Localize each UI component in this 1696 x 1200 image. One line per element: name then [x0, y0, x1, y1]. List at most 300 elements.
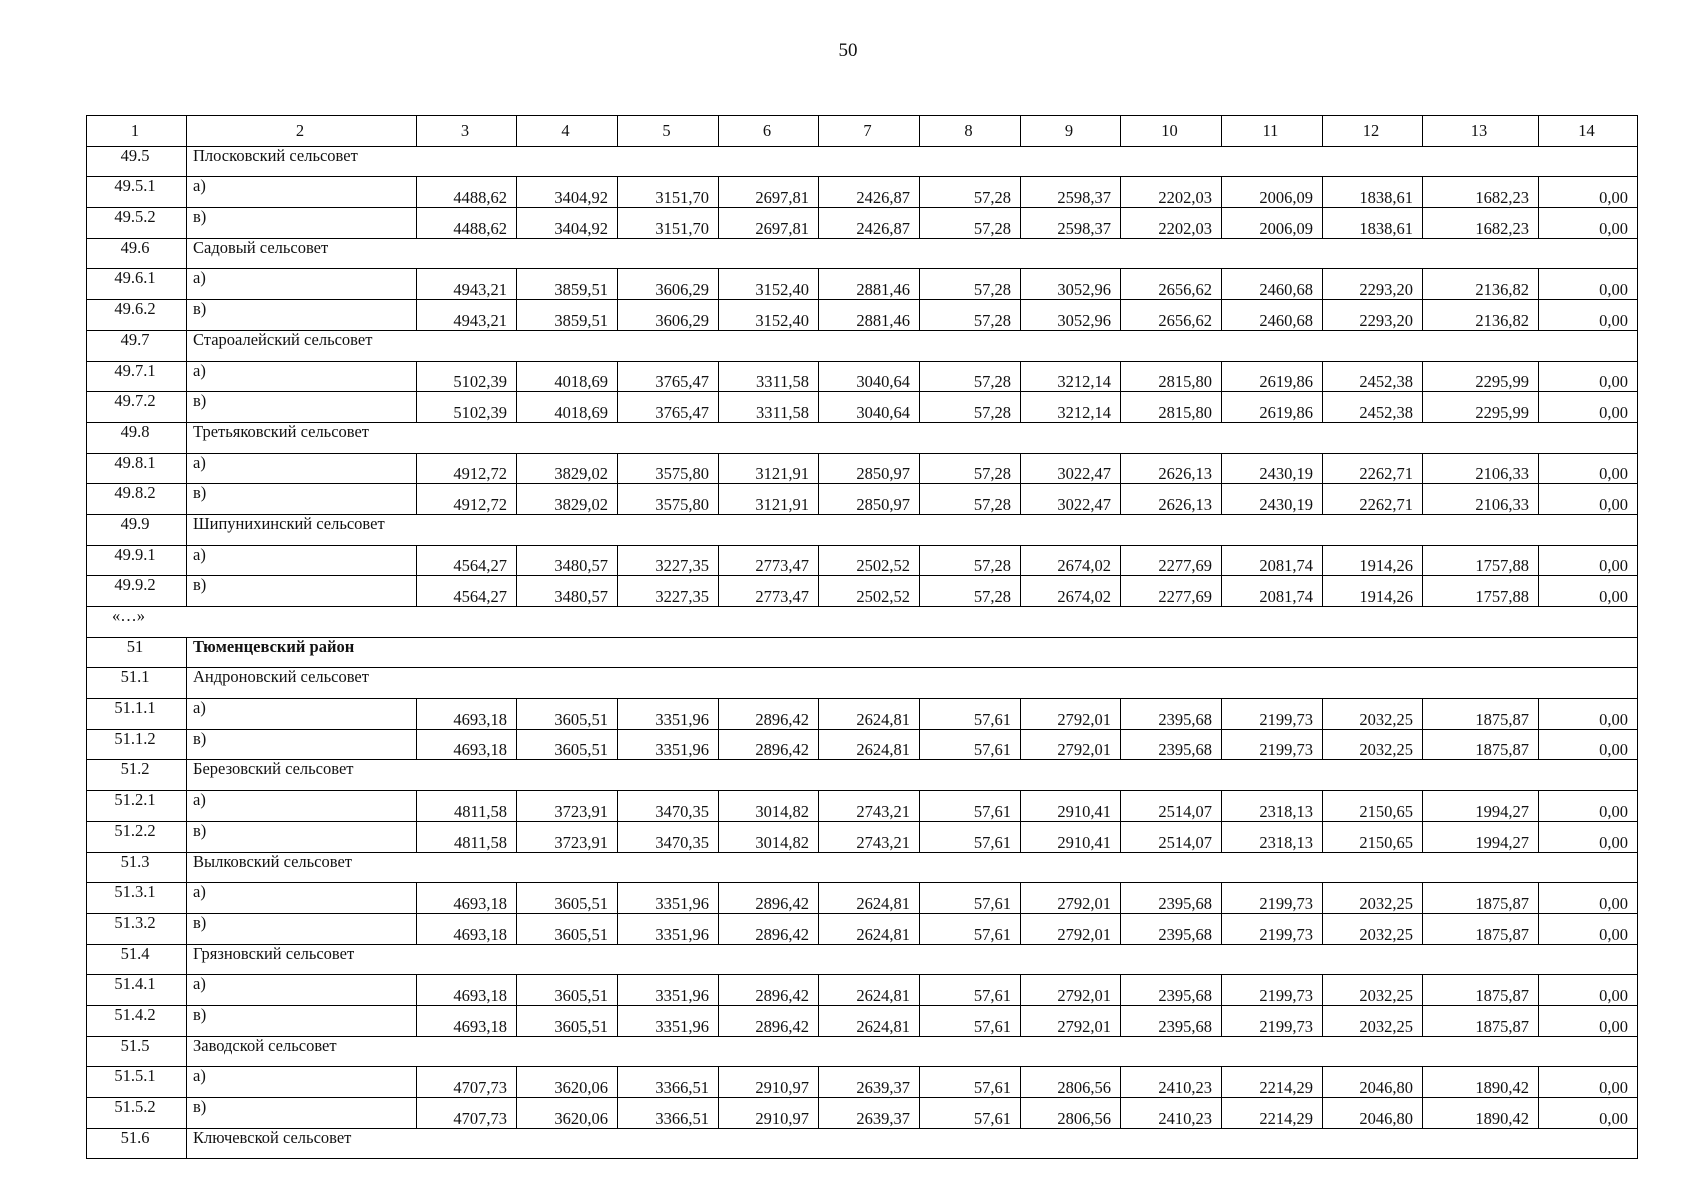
cell-value: 3480,57	[517, 545, 618, 576]
cell-value: 0,00	[1539, 300, 1638, 331]
cell-value: 57,61	[920, 883, 1021, 914]
cell-value: 4564,27	[417, 545, 517, 576]
cell-value: 4693,18	[417, 729, 517, 760]
cell-value: 2639,37	[819, 1098, 920, 1129]
cell-value: 0,00	[1539, 1067, 1638, 1098]
section-row	[87, 852, 1638, 883]
row-code: 49.5	[87, 146, 187, 177]
cell-value: 4811,58	[417, 821, 517, 852]
row-code: 49.9.1	[87, 545, 187, 576]
table-row	[87, 821, 1638, 852]
cell-value: 3605,51	[517, 729, 618, 760]
cell-value: 2881,46	[819, 300, 920, 331]
cell-value: 2697,81	[719, 208, 819, 239]
cell-value: 3605,51	[517, 975, 618, 1006]
cell-value: 2639,37	[819, 1067, 920, 1098]
cell-value: 2792,01	[1021, 1005, 1121, 1036]
cell-value: 2199,73	[1222, 975, 1323, 1006]
cell-value: 2850,97	[819, 484, 920, 515]
cell-value: 4564,27	[417, 576, 517, 607]
row-label: в)	[187, 1098, 417, 1129]
cell-value: 3366,51	[618, 1098, 719, 1129]
cell-value: 3480,57	[517, 576, 618, 607]
cell-value: 0,00	[1539, 883, 1638, 914]
row-code: 51.5.2	[87, 1098, 187, 1129]
column-header: 8	[920, 116, 1021, 147]
cell-value: 2896,42	[719, 975, 819, 1006]
cell-value: 2792,01	[1021, 729, 1121, 760]
page-number: 50	[838, 40, 858, 61]
cell-value: 2202,03	[1121, 208, 1222, 239]
row-code: 51.3	[87, 852, 187, 883]
cell-value: 3022,47	[1021, 453, 1121, 484]
cell-value: 2199,73	[1222, 883, 1323, 914]
cell-value: 2150,65	[1323, 821, 1423, 852]
cell-value: 4707,73	[417, 1098, 517, 1129]
cell-value: 2106,33	[1423, 453, 1539, 484]
cell-value: 5102,39	[417, 361, 517, 392]
row-code: 51	[87, 637, 187, 668]
tariff-table	[86, 115, 1638, 1159]
row-code: 49.7.2	[87, 392, 187, 423]
cell-value: 4693,18	[417, 1005, 517, 1036]
cell-value: 2136,82	[1423, 269, 1539, 300]
cell-value: 3605,51	[517, 699, 618, 730]
column-header: 4	[517, 116, 618, 147]
cell-value: 4693,18	[417, 699, 517, 730]
cell-value: 2426,87	[819, 177, 920, 208]
cell-value: 0,00	[1539, 821, 1638, 852]
cell-value: 2619,86	[1222, 392, 1323, 423]
cell-value: 2896,42	[719, 883, 819, 914]
cell-value: 2815,80	[1121, 392, 1222, 423]
cell-value: 1994,27	[1423, 791, 1539, 822]
cell-value: 57,28	[920, 300, 1021, 331]
cell-value: 1890,42	[1423, 1098, 1539, 1129]
row-code: 51.5	[87, 1036, 187, 1067]
cell-value: 2773,47	[719, 576, 819, 607]
section-title: Березовский сельсовет	[187, 760, 1638, 791]
table-row	[87, 1098, 1638, 1129]
cell-value: 3121,91	[719, 453, 819, 484]
cell-value: 2626,13	[1121, 484, 1222, 515]
cell-value: 2656,62	[1121, 269, 1222, 300]
cell-value: 57,28	[920, 576, 1021, 607]
cell-value: 2199,73	[1222, 699, 1323, 730]
cell-value: 3212,14	[1021, 361, 1121, 392]
cell-value: 4693,18	[417, 975, 517, 1006]
section-title: Заводской сельсовет	[187, 1036, 1638, 1067]
row-label: в)	[187, 1005, 417, 1036]
cell-value: 4693,18	[417, 883, 517, 914]
header-row	[87, 116, 1638, 147]
section-title: Тюменцевский район	[187, 637, 1638, 668]
section-row	[87, 944, 1638, 975]
cell-value: 3351,96	[618, 1005, 719, 1036]
row-code: 51.4.2	[87, 1005, 187, 1036]
cell-value: 3404,92	[517, 177, 618, 208]
row-code: 49.9.2	[87, 576, 187, 607]
cell-value: 3605,51	[517, 913, 618, 944]
section-row	[87, 330, 1638, 361]
table-row	[87, 208, 1638, 239]
cell-value: 1994,27	[1423, 821, 1539, 852]
cell-value: 2150,65	[1323, 791, 1423, 822]
cell-value: 2006,09	[1222, 208, 1323, 239]
cell-value: 2806,56	[1021, 1067, 1121, 1098]
cell-value: 2656,62	[1121, 300, 1222, 331]
cell-value: 3606,29	[618, 269, 719, 300]
cell-value: 2598,37	[1021, 208, 1121, 239]
cell-value: 3227,35	[618, 576, 719, 607]
cell-value: 2430,19	[1222, 453, 1323, 484]
table-row	[87, 545, 1638, 576]
row-label: а)	[187, 883, 417, 914]
cell-value: 3152,40	[719, 300, 819, 331]
cell-value: 3022,47	[1021, 484, 1121, 515]
cell-value: 2293,20	[1323, 269, 1423, 300]
cell-value: 2792,01	[1021, 699, 1121, 730]
cell-value: 5102,39	[417, 392, 517, 423]
cell-value: 2032,25	[1323, 699, 1423, 730]
row-code: 51.1.2	[87, 729, 187, 760]
cell-value: 57,28	[920, 484, 1021, 515]
cell-value: 2136,82	[1423, 300, 1539, 331]
cell-value: 2514,07	[1121, 821, 1222, 852]
cell-value: 1757,88	[1423, 576, 1539, 607]
section-title: Вылковский сельсовет	[187, 852, 1638, 883]
cell-value: 3620,06	[517, 1098, 618, 1129]
table-row	[87, 269, 1638, 300]
cell-value: 2426,87	[819, 208, 920, 239]
cell-value: 3152,40	[719, 269, 819, 300]
cell-value: 57,61	[920, 1067, 1021, 1098]
cell-value: 3765,47	[618, 392, 719, 423]
cell-value: 2199,73	[1222, 729, 1323, 760]
cell-value: 2624,81	[819, 883, 920, 914]
cell-value: 57,61	[920, 913, 1021, 944]
row-code: 49.8	[87, 422, 187, 453]
cell-value: 57,61	[920, 729, 1021, 760]
cell-value: 1682,23	[1423, 177, 1539, 208]
cell-value: 0,00	[1539, 208, 1638, 239]
cell-value: 3575,80	[618, 453, 719, 484]
row-label: а)	[187, 453, 417, 484]
cell-value: 1875,87	[1423, 913, 1539, 944]
cell-value: 2460,68	[1222, 269, 1323, 300]
cell-value: 3151,70	[618, 177, 719, 208]
ellipsis-row	[87, 607, 1638, 638]
row-label: в)	[187, 300, 417, 331]
cell-value: 1875,87	[1423, 729, 1539, 760]
cell-value: 0,00	[1539, 791, 1638, 822]
cell-value: 2502,52	[819, 545, 920, 576]
cell-value: 2896,42	[719, 729, 819, 760]
cell-value: 3311,58	[719, 361, 819, 392]
row-label: а)	[187, 361, 417, 392]
table-row	[87, 300, 1638, 331]
cell-value: 2410,23	[1121, 1098, 1222, 1129]
cell-value: 3470,35	[618, 821, 719, 852]
cell-value: 0,00	[1539, 361, 1638, 392]
cell-value: 2743,21	[819, 791, 920, 822]
cell-value: 0,00	[1539, 545, 1638, 576]
cell-value: 57,28	[920, 361, 1021, 392]
table-row	[87, 392, 1638, 423]
row-label: а)	[187, 1067, 417, 1098]
table-row	[87, 1005, 1638, 1036]
section-row	[87, 514, 1638, 545]
column-header: 11	[1222, 116, 1323, 147]
row-code: 49.6	[87, 238, 187, 269]
column-header: 10	[1121, 116, 1222, 147]
row-code: 51.6	[87, 1128, 187, 1159]
cell-value: 2295,99	[1423, 392, 1539, 423]
section-row	[87, 760, 1638, 791]
cell-value: 2032,25	[1323, 913, 1423, 944]
cell-value: 2032,25	[1323, 729, 1423, 760]
cell-value: 3404,92	[517, 208, 618, 239]
cell-value: 2318,13	[1222, 821, 1323, 852]
row-code: 49.9	[87, 514, 187, 545]
cell-value: 2624,81	[819, 1005, 920, 1036]
cell-value: 57,61	[920, 975, 1021, 1006]
cell-value: 2395,68	[1121, 1005, 1222, 1036]
cell-value: 2896,42	[719, 1005, 819, 1036]
section-title: Староалейский сельсовет	[187, 330, 1638, 361]
ellipsis-text: «…»	[87, 607, 1638, 638]
column-header: 3	[417, 116, 517, 147]
cell-value: 2318,13	[1222, 791, 1323, 822]
section-row	[87, 668, 1638, 699]
cell-value: 2910,41	[1021, 791, 1121, 822]
row-label: в)	[187, 821, 417, 852]
table-body	[87, 146, 1638, 1159]
cell-value: 57,28	[920, 269, 1021, 300]
table-row	[87, 883, 1638, 914]
section-row	[87, 146, 1638, 177]
cell-value: 57,61	[920, 1005, 1021, 1036]
cell-value: 3859,51	[517, 300, 618, 331]
cell-value: 2624,81	[819, 913, 920, 944]
section-title: Грязновский сельсовет	[187, 944, 1638, 975]
cell-value: 2674,02	[1021, 576, 1121, 607]
row-code: 49.7	[87, 330, 187, 361]
cell-value: 1682,23	[1423, 208, 1539, 239]
cell-value: 57,28	[920, 392, 1021, 423]
table-row	[87, 453, 1638, 484]
cell-value: 3227,35	[618, 545, 719, 576]
cell-value: 2773,47	[719, 545, 819, 576]
row-code: 51.2.1	[87, 791, 187, 822]
cell-value: 1757,88	[1423, 545, 1539, 576]
cell-value: 3040,64	[819, 361, 920, 392]
column-header: 7	[819, 116, 920, 147]
row-code: 51.1	[87, 668, 187, 699]
row-label: в)	[187, 484, 417, 515]
cell-value: 2081,74	[1222, 545, 1323, 576]
cell-value: 3040,64	[819, 392, 920, 423]
column-header: 5	[618, 116, 719, 147]
cell-value: 2430,19	[1222, 484, 1323, 515]
cell-value: 57,28	[920, 545, 1021, 576]
cell-value: 4488,62	[417, 177, 517, 208]
cell-value: 4707,73	[417, 1067, 517, 1098]
cell-value: 2619,86	[1222, 361, 1323, 392]
cell-value: 2214,29	[1222, 1067, 1323, 1098]
cell-value: 0,00	[1539, 269, 1638, 300]
row-code: 49.7.1	[87, 361, 187, 392]
row-label: а)	[187, 545, 417, 576]
cell-value: 2395,68	[1121, 699, 1222, 730]
section-title: Ключевской сельсовет	[187, 1128, 1638, 1159]
cell-value: 3351,96	[618, 699, 719, 730]
cell-value: 2452,38	[1323, 392, 1423, 423]
section-row	[87, 637, 1638, 668]
cell-value: 2792,01	[1021, 975, 1121, 1006]
cell-value: 3366,51	[618, 1067, 719, 1098]
cell-value: 2896,42	[719, 913, 819, 944]
cell-value: 4018,69	[517, 392, 618, 423]
cell-value: 0,00	[1539, 1005, 1638, 1036]
cell-value: 2277,69	[1121, 576, 1222, 607]
cell-value: 3829,02	[517, 484, 618, 515]
cell-value: 2262,71	[1323, 484, 1423, 515]
cell-value: 4943,21	[417, 300, 517, 331]
cell-value: 4018,69	[517, 361, 618, 392]
cell-value: 1914,26	[1323, 576, 1423, 607]
cell-value: 4912,72	[417, 484, 517, 515]
cell-value: 1875,87	[1423, 699, 1539, 730]
cell-value: 0,00	[1539, 453, 1638, 484]
cell-value: 2910,97	[719, 1098, 819, 1129]
cell-value: 0,00	[1539, 392, 1638, 423]
row-code: 51.2.2	[87, 821, 187, 852]
cell-value: 2806,56	[1021, 1098, 1121, 1129]
cell-value: 1875,87	[1423, 975, 1539, 1006]
cell-value: 3351,96	[618, 913, 719, 944]
row-code: 49.5.1	[87, 177, 187, 208]
row-label: а)	[187, 791, 417, 822]
row-code: 51.5.1	[87, 1067, 187, 1098]
cell-value: 2410,23	[1121, 1067, 1222, 1098]
cell-value: 57,61	[920, 821, 1021, 852]
cell-value: 3052,96	[1021, 300, 1121, 331]
row-label: а)	[187, 269, 417, 300]
section-title: Андроновский сельсовет	[187, 668, 1638, 699]
row-code: 51.3.1	[87, 883, 187, 914]
row-code: 51.4.1	[87, 975, 187, 1006]
row-code: 49.6.2	[87, 300, 187, 331]
cell-value: 2199,73	[1222, 913, 1323, 944]
table-row	[87, 699, 1638, 730]
cell-value: 0,00	[1539, 729, 1638, 760]
cell-value: 3351,96	[618, 883, 719, 914]
cell-value: 3723,91	[517, 791, 618, 822]
cell-value: 2502,52	[819, 576, 920, 607]
cell-value: 2850,97	[819, 453, 920, 484]
section-row	[87, 422, 1638, 453]
row-code: 51.2	[87, 760, 187, 791]
cell-value: 4943,21	[417, 269, 517, 300]
cell-value: 3151,70	[618, 208, 719, 239]
cell-value: 2896,42	[719, 699, 819, 730]
cell-value: 2792,01	[1021, 883, 1121, 914]
cell-value: 3620,06	[517, 1067, 618, 1098]
cell-value: 1875,87	[1423, 1005, 1539, 1036]
section-title: Садовый сельсовет	[187, 238, 1638, 269]
cell-value: 2460,68	[1222, 300, 1323, 331]
cell-value: 1914,26	[1323, 545, 1423, 576]
cell-value: 2881,46	[819, 269, 920, 300]
cell-value: 2006,09	[1222, 177, 1323, 208]
cell-value: 2815,80	[1121, 361, 1222, 392]
table-row	[87, 1067, 1638, 1098]
cell-value: 2624,81	[819, 975, 920, 1006]
cell-value: 0,00	[1539, 1098, 1638, 1129]
cell-value: 0,00	[1539, 913, 1638, 944]
cell-value: 3765,47	[618, 361, 719, 392]
cell-value: 3014,82	[719, 821, 819, 852]
cell-value: 2792,01	[1021, 913, 1121, 944]
column-header: 2	[187, 116, 417, 147]
cell-value: 3351,96	[618, 975, 719, 1006]
column-header: 9	[1021, 116, 1121, 147]
cell-value: 2106,33	[1423, 484, 1539, 515]
row-label: в)	[187, 913, 417, 944]
row-label: а)	[187, 177, 417, 208]
section-row	[87, 1036, 1638, 1067]
cell-value: 3014,82	[719, 791, 819, 822]
cell-value: 2214,29	[1222, 1098, 1323, 1129]
cell-value: 2910,41	[1021, 821, 1121, 852]
cell-value: 2032,25	[1323, 883, 1423, 914]
cell-value: 0,00	[1539, 699, 1638, 730]
cell-value: 3121,91	[719, 484, 819, 515]
table-row	[87, 791, 1638, 822]
cell-value: 3606,29	[618, 300, 719, 331]
cell-value: 2277,69	[1121, 545, 1222, 576]
column-header: 6	[719, 116, 819, 147]
cell-value: 2910,97	[719, 1067, 819, 1098]
table-row	[87, 484, 1638, 515]
cell-value: 3470,35	[618, 791, 719, 822]
row-code: 51.1.1	[87, 699, 187, 730]
table-row	[87, 361, 1638, 392]
cell-value: 4488,62	[417, 208, 517, 239]
cell-value: 2081,74	[1222, 576, 1323, 607]
cell-value: 3605,51	[517, 1005, 618, 1036]
row-code: 49.6.1	[87, 269, 187, 300]
cell-value: 2395,68	[1121, 883, 1222, 914]
column-header: 14	[1539, 116, 1638, 147]
cell-value: 4693,18	[417, 913, 517, 944]
cell-value: 3723,91	[517, 821, 618, 852]
cell-value: 3212,14	[1021, 392, 1121, 423]
table-row	[87, 975, 1638, 1006]
cell-value: 2032,25	[1323, 975, 1423, 1006]
row-code: 51.4	[87, 944, 187, 975]
row-label: а)	[187, 699, 417, 730]
cell-value: 57,61	[920, 791, 1021, 822]
section-row	[87, 238, 1638, 269]
cell-value: 57,28	[920, 177, 1021, 208]
column-header: 13	[1423, 116, 1539, 147]
cell-value: 2743,21	[819, 821, 920, 852]
cell-value: 57,28	[920, 453, 1021, 484]
row-code: 49.5.2	[87, 208, 187, 239]
cell-value: 2395,68	[1121, 913, 1222, 944]
